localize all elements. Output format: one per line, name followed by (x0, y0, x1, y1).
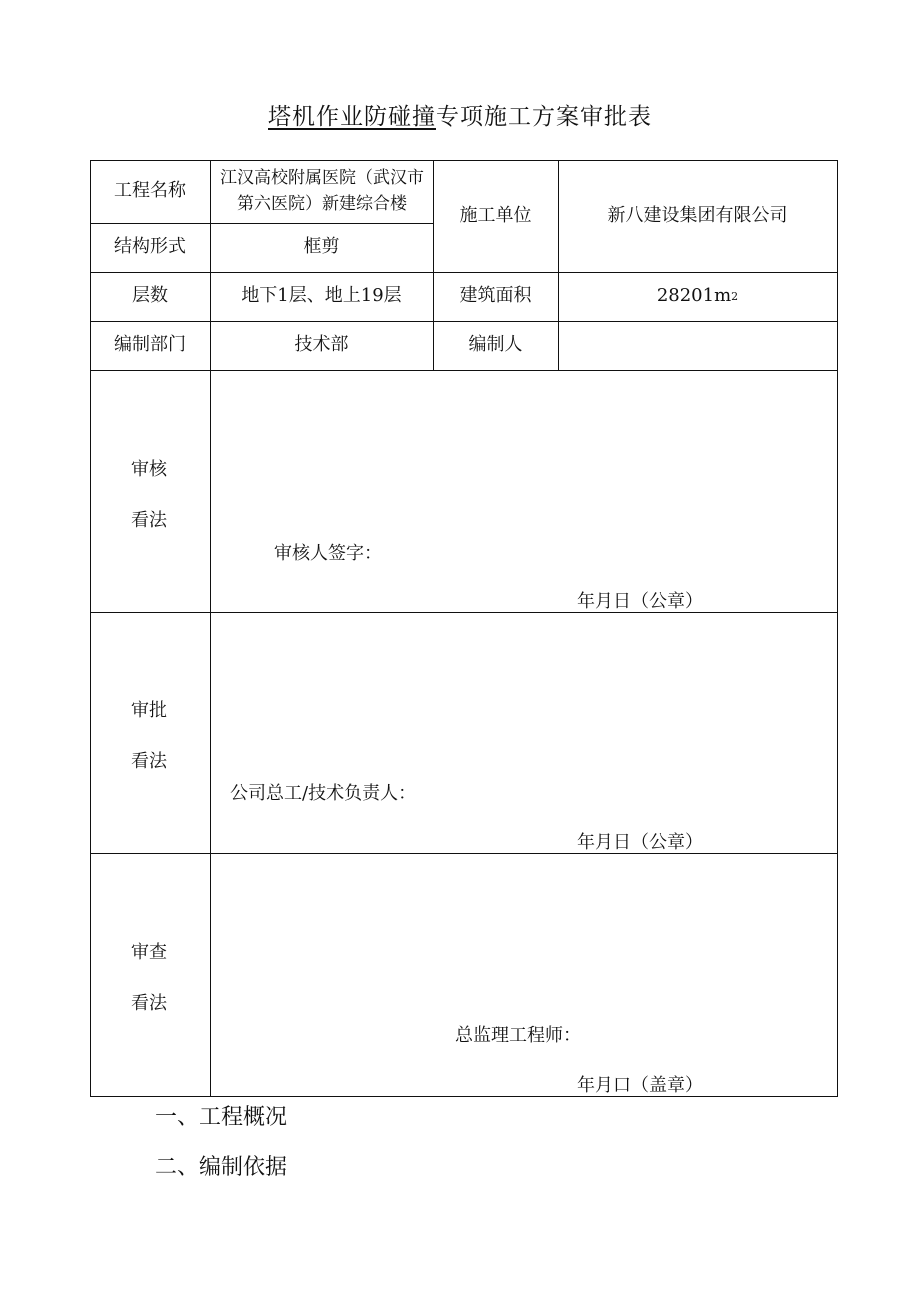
review-label-line1: 审核 (131, 459, 167, 480)
row-divider (90, 370, 838, 371)
author-value[interactable] (558, 321, 837, 370)
author-label: 编制人 (468, 334, 523, 356)
table-border-bottom (90, 1096, 838, 1097)
review-signer: 审核人签字： (274, 543, 382, 564)
approval-label-line1: 审批 (131, 700, 167, 721)
inspection-label-line1: 审查 (131, 942, 167, 963)
table-border-right (837, 160, 838, 1097)
approval-date: 年月日（公章） (577, 832, 703, 853)
inspection-label-line2: 看法 (131, 993, 167, 1014)
document-title (0, 98, 920, 131)
inspection-date: 年月口（盖章） (577, 1075, 703, 1096)
project-name-value: 江汉高校附属医院（武汉市第六医院）新建综合楼 (220, 168, 424, 214)
inspection-signer: 总监理工程师： (455, 1025, 581, 1046)
review-date: 年月日（公章） (577, 591, 703, 612)
floors-value: 地下1层、地上19层 (241, 285, 402, 307)
area-label: 建筑面积 (459, 285, 532, 307)
area-value (558, 272, 837, 321)
project-name-label: 工程名称 (114, 180, 186, 202)
construction-unit-value: 新八建设集团有限公司 (607, 204, 788, 226)
approval-signer: 公司总工/技术负责人： (230, 783, 417, 804)
row-divider (90, 853, 838, 854)
section-heading-overview: 一、工程概况 (155, 1105, 288, 1130)
structure-value: 框剪 (303, 236, 340, 258)
review-label-line2: 看法 (131, 510, 167, 531)
dept-value: 技术部 (294, 334, 349, 356)
approval-label-line2: 看法 (131, 751, 167, 772)
title-rest: 专项施工方案审批表 (436, 104, 652, 130)
dept-label: 编制部门 (114, 334, 186, 356)
section-heading-basis: 二、编制依据 (155, 1155, 288, 1180)
title-underlined-part: 塔机作业防碰撞 (268, 104, 436, 130)
floors-label: 层数 (132, 285, 168, 307)
area-superscript: 2 (731, 289, 739, 303)
area-number: 28201m (656, 285, 732, 307)
row-divider (90, 612, 838, 613)
construction-unit-label: 施工单位 (459, 204, 532, 226)
structure-label: 结构形式 (114, 236, 186, 258)
